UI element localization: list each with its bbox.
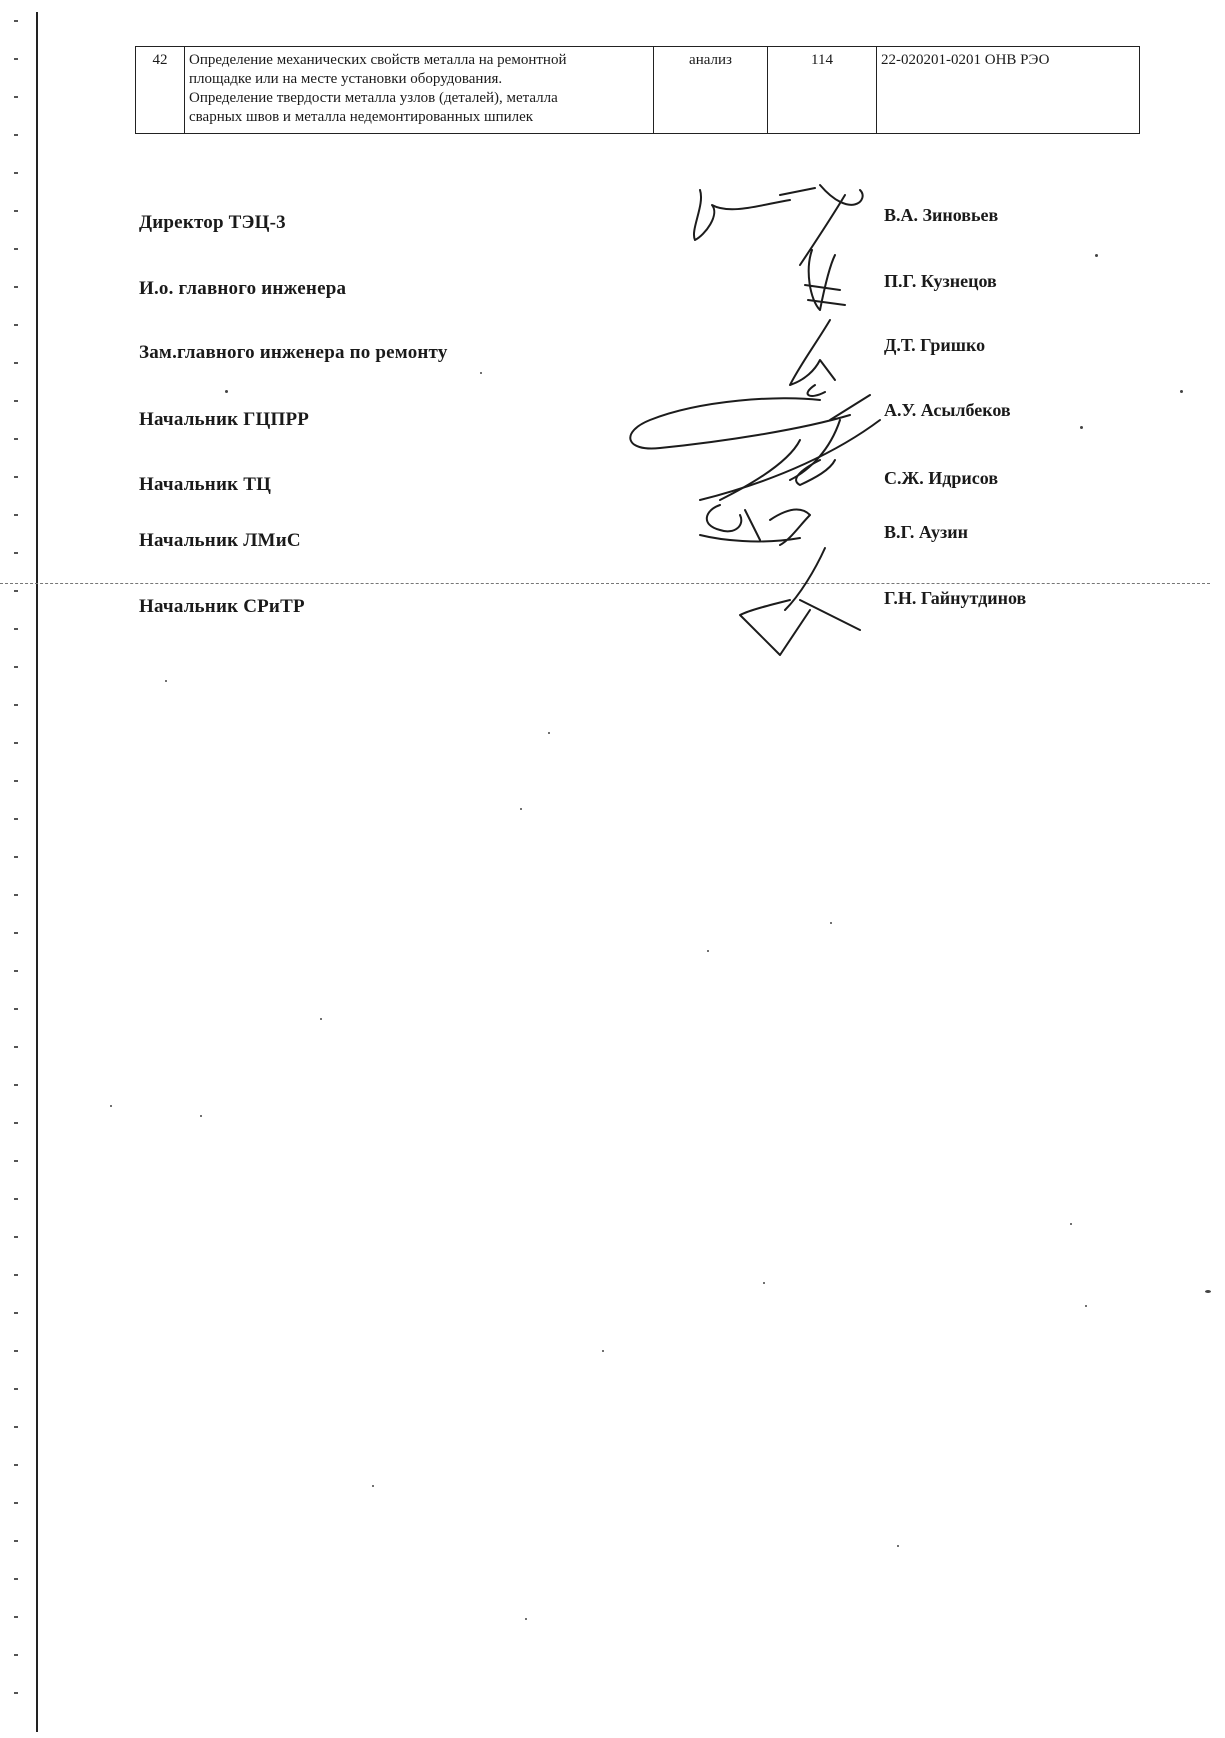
scan-speck bbox=[1085, 1305, 1087, 1307]
signatory-name: В.А. Зиновьев bbox=[884, 205, 999, 225]
signatory-role: Начальник ЛМиС bbox=[139, 530, 301, 551]
signature-tc bbox=[700, 420, 880, 500]
scan-speck bbox=[525, 1618, 527, 1620]
scan-speck bbox=[1080, 426, 1083, 429]
signatory-name: В.Г. Аузин bbox=[884, 522, 969, 542]
signature-lmis bbox=[700, 505, 810, 545]
signatory-name: Д.Т. Гришко bbox=[884, 335, 986, 355]
description-line: Определение твердости металла узлов (деталей), металла bbox=[189, 90, 558, 106]
scan-speck bbox=[1095, 254, 1098, 257]
scan-speck bbox=[830, 922, 832, 924]
scan-speck bbox=[1180, 390, 1183, 393]
scan-speck bbox=[200, 1115, 202, 1117]
signatory-role: И.о. главного инженера bbox=[139, 278, 347, 299]
signatory-role: Директор ТЭЦ-3 bbox=[139, 212, 286, 233]
signature-director bbox=[694, 185, 863, 240]
scan-speck bbox=[480, 372, 482, 374]
row-number: 42 bbox=[136, 47, 185, 134]
signature-gcprr bbox=[630, 395, 870, 500]
signature-chief-engineer bbox=[800, 195, 845, 310]
scan-speck bbox=[897, 1545, 899, 1547]
scan-speck bbox=[1205, 1290, 1211, 1293]
scan-speck bbox=[372, 1485, 374, 1487]
scan-speck bbox=[165, 680, 167, 682]
scan-speck bbox=[602, 1350, 604, 1352]
description-line: Определение механических свойств металла на ремонтной bbox=[189, 52, 567, 68]
signatory-name: Г.Н. Гайнутдинов bbox=[884, 588, 1027, 608]
row-unit: анализ bbox=[654, 47, 768, 134]
scan-speck bbox=[320, 1018, 322, 1020]
scan-speck bbox=[1070, 1223, 1072, 1225]
signatory-name: С.Ж. Идрисов bbox=[884, 468, 999, 488]
handwritten-signatures bbox=[0, 0, 1225, 700]
signature-sritr bbox=[740, 548, 860, 655]
row-quantity: 114 bbox=[768, 47, 877, 134]
signatory-name: А.У. Асылбеков bbox=[884, 400, 1011, 420]
description-line: сварных швов и металла недемонтированных шпилек bbox=[189, 109, 534, 125]
scan-speck bbox=[763, 1282, 765, 1284]
signature-deputy bbox=[790, 320, 835, 396]
scan-speck bbox=[520, 808, 522, 810]
scan-speck bbox=[707, 950, 709, 952]
row-code: 22-020201-0201 ОНВ РЭО bbox=[877, 47, 1140, 134]
signatory-role: Зам.главного инженера по ремонту bbox=[139, 342, 448, 363]
scan-speck bbox=[548, 732, 550, 734]
signatory-role: Начальник ТЦ bbox=[139, 474, 272, 495]
signatory-role: Начальник ГЦПРР bbox=[139, 409, 310, 430]
signatory-name: П.Г. Кузнецов bbox=[884, 271, 997, 291]
scan-speck bbox=[110, 1105, 112, 1107]
description-line: площадке или на месте установки оборудования. bbox=[189, 71, 503, 87]
scan-speck bbox=[225, 390, 228, 393]
signatory-role: Начальник СРиТР bbox=[139, 596, 305, 617]
